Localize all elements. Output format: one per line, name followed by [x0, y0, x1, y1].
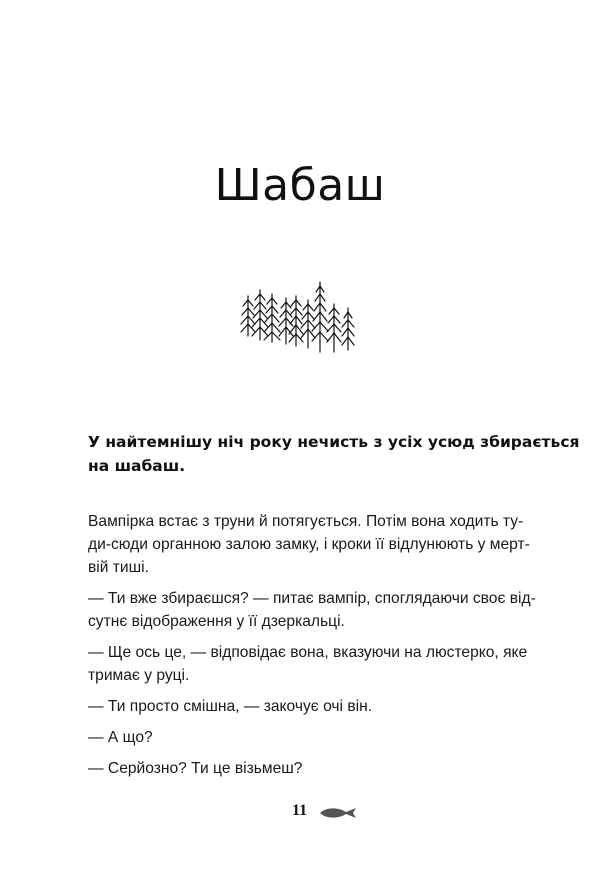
paragraph — [88, 726, 528, 749]
text-line: — Серйозно? Ти це візьмеш? — [88, 760, 303, 777]
story-text — [88, 510, 536, 788]
paragraph — [88, 757, 528, 780]
lead-line: на шабаш. — [88, 457, 186, 475]
paragraph — [88, 695, 528, 718]
fish-icon — [318, 806, 358, 820]
page-number: 11 — [292, 802, 308, 819]
pine-forest-icon — [238, 278, 362, 358]
text-line: — Ти просто смішна, — закочує очі він. — [88, 698, 373, 715]
paragraph — [88, 510, 528, 579]
text-line: — Ще ось це, — відповідає вона, вказуючи на люстерко, яке — [88, 644, 528, 661]
paragraph — [88, 587, 536, 633]
text-line: сутнє відображення у її дзеркальці. — [88, 613, 345, 630]
text-line: тримає у руці. — [88, 667, 190, 684]
text-line: ди-сюди органною залою замку, і кроки її відлунюють у мерт- — [88, 536, 530, 553]
lead-paragraph — [88, 430, 580, 478]
text-line: Вампірка встає з труни й потягується. Потім вона ходить ту- — [88, 513, 524, 530]
chapter-title: Шабаш — [214, 160, 386, 211]
text-line: вій тиші. — [88, 559, 149, 576]
text-line: — Ти вже збираєшся? — питає вампір, споглядаючи своє від- — [88, 590, 536, 607]
paragraph — [88, 641, 528, 687]
lead-line: У найтемнішу ніч року нечисть з усіх усюд збирається — [88, 433, 580, 451]
page-footer — [0, 802, 600, 824]
text-line: — А що? — [88, 729, 153, 746]
